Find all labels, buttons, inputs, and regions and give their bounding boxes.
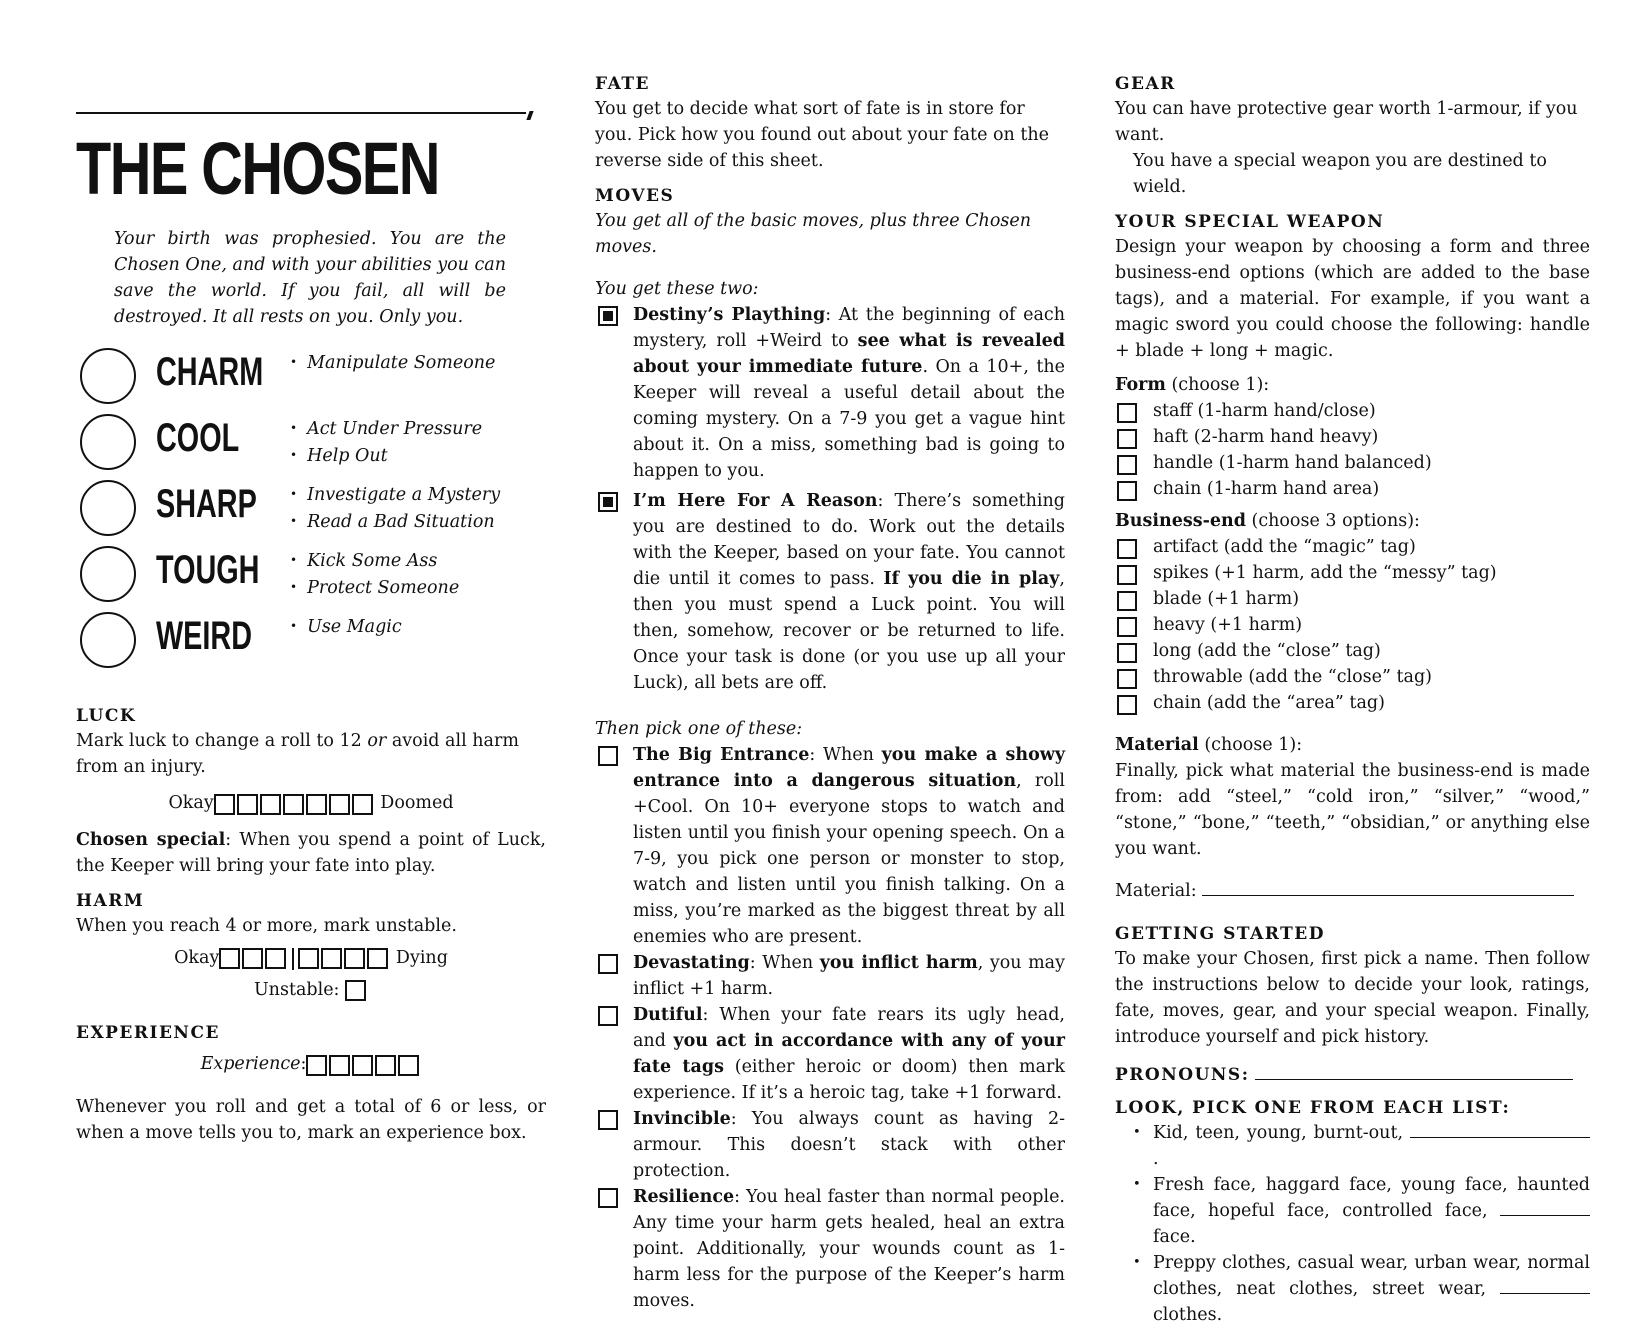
stat-charm-name: CHARM — [156, 350, 264, 394]
stat-cool-circle[interactable] — [80, 414, 136, 470]
harm-track — [76, 945, 546, 972]
pronouns-input-line[interactable] — [1255, 1079, 1573, 1080]
move-checkbox-checked[interactable] — [598, 306, 618, 326]
luck-track — [76, 790, 546, 817]
harm-box[interactable] — [242, 948, 263, 969]
luck-boxes — [214, 791, 375, 817]
luck-box[interactable] — [352, 794, 373, 815]
business-end-option: spikes (+1 harm, add the “messy” tag) — [1115, 560, 1590, 586]
form-option: haft (2-harm hand heavy) — [1115, 424, 1590, 450]
harm-box[interactable] — [298, 948, 319, 969]
option-checkbox[interactable] — [1117, 565, 1137, 585]
stat-tough-move-1: • Kick Some Ass — [290, 548, 459, 575]
getting-started-heading: GETTING STARTED — [1115, 924, 1325, 944]
stat-weird-circle[interactable] — [80, 612, 136, 668]
option-checkbox[interactable] — [1117, 695, 1137, 715]
gear-line-1: You can have protective gear worth 1-armour, if you want. — [1115, 99, 1578, 145]
unstable-box[interactable] — [345, 980, 366, 1001]
material-input-line[interactable] — [1202, 895, 1574, 896]
unstable-label: Unstable: — [253, 980, 340, 1000]
column-3 — [1115, 72, 1590, 1328]
option-checkbox[interactable] — [1117, 617, 1137, 637]
harm-dying-label: Dying — [395, 947, 448, 968]
stats-block — [76, 350, 546, 680]
option-checkbox[interactable] — [1117, 643, 1137, 663]
option-checkbox[interactable] — [1117, 669, 1137, 689]
stat-charm-move: • Manipulate Someone — [290, 350, 495, 377]
experience-heading: EXPERIENCE — [76, 1023, 220, 1043]
move-invincible: Invincible: You always count as having 2-armour. This doesn’t stack with other protection. — [595, 1106, 1065, 1184]
harm-boxes — [219, 945, 390, 971]
move-im-here-for-a-reason: I’m Here For A Reason: There’s something you are destined to do. Work out the details with the Keeper, based on your fate. You cannot die until it comes to pass. If you die in play, then you must spend a Luck point. You will then, somehow, recover or be returned to life. Once your task is done (or you use up all your Luck), all bets are off. — [595, 488, 1065, 696]
form-option: chain (1-harm hand area) — [1115, 476, 1590, 502]
option-checkbox[interactable] — [1117, 455, 1137, 475]
experience-box[interactable] — [306, 1055, 327, 1076]
stat-cool-name: COOL — [156, 416, 240, 460]
stat-tough — [76, 548, 546, 614]
option-checkbox[interactable] — [1117, 403, 1137, 423]
experience-box[interactable] — [375, 1055, 396, 1076]
move-devastating: Devastating: When you inflict harm, you may inflict +1 harm. — [595, 950, 1065, 1002]
luck-text: Mark luck to change a roll to 12 or avoid all harm from an injury. — [76, 731, 519, 777]
luck-box[interactable] — [306, 794, 327, 815]
harm-okay-label: Okay — [174, 947, 220, 968]
intro-text: Your birth was prophesied. You are the Chosen One, and with your abilities you can save the world. If you fail, all will be destroyed. It all rests on you. Only you. — [114, 229, 506, 327]
option-checkbox[interactable] — [1117, 429, 1137, 449]
look-item-age: • Kid, teen, young, burnt-out, . — [1153, 1120, 1590, 1172]
weapon-heading: YOUR SPECIAL WEAPON — [1115, 212, 1385, 232]
moves-heading: MOVES — [595, 186, 675, 206]
fate-text: You get to decide what sort of fate is in store for you. Pick how you found out about your fate on the reverse side of this sheet. — [595, 99, 1050, 171]
luck-okay-label: Okay — [168, 793, 214, 813]
page-title: THE CHOSEN — [76, 127, 439, 210]
move-checkbox[interactable] — [598, 746, 618, 766]
business-end-option: throwable (add the “close” tag) — [1115, 664, 1590, 690]
stat-charm — [76, 350, 546, 416]
stat-weird-name: WEIRD — [156, 614, 252, 658]
column-2 — [595, 72, 1065, 1314]
move-resilience: Resilience: You heal faster than normal people. Any time your harm gets healed, heal an extra point. Additionally, your wounds count as 1-harm less for the purpose of the Keeper’s harm moves. — [595, 1184, 1065, 1314]
material-text: Finally, pick what material the business-end is made from: add “steel,” “cold iron,” “silver,” “wood,” “stone,” “bone,” “teeth,” “obsidian,” or anything else you want. — [1115, 761, 1590, 859]
option-checkbox[interactable] — [1117, 539, 1137, 559]
luck-box[interactable] — [329, 794, 350, 815]
luck-box[interactable] — [260, 794, 281, 815]
move-destinys-plaything: Destiny’s Plaything: At the beginning of each mystery, roll +Weird to see what is revealed about your immediate future. On a 10+, the Keeper will reveal a useful detail about the coming mystery. On a 7-9 you get a vague hint about it. On a miss, something bad is going to happen to you. — [595, 302, 1065, 484]
stat-sharp — [76, 482, 546, 548]
title-rule — [76, 112, 526, 114]
move-checkbox[interactable] — [598, 1188, 618, 1208]
experience-label: Experience — [200, 1054, 301, 1074]
experience-box[interactable] — [352, 1055, 373, 1076]
option-checkbox[interactable] — [1117, 481, 1137, 501]
look-item-face: • Fresh face, haggard face, young face, haunted face, hopeful face, controlled face, face. — [1153, 1172, 1590, 1250]
stat-tough-circle[interactable] — [80, 546, 136, 602]
business-end-option: artifact (add the “magic” tag) — [1115, 534, 1590, 560]
harm-box[interactable] — [367, 948, 388, 969]
stat-cool-move-2: • Help Out — [290, 443, 482, 470]
column-1-lower — [76, 704, 546, 1146]
luck-box[interactable] — [283, 794, 304, 815]
luck-heading: LUCK — [76, 706, 137, 726]
getting-started-text: To make your Chosen, first pick a name. Then follow the instructions below to decide your look, ratings, fate, moves, gear, and your special weapon. Finally, introduce yourself and pick history. — [1115, 949, 1590, 1047]
material-field: Material: — [1115, 878, 1590, 904]
luck-doomed-label: Doomed — [380, 793, 454, 813]
harm-heading: HARM — [76, 890, 145, 911]
move-checkbox[interactable] — [598, 1006, 618, 1026]
business-end-option: heavy (+1 harm) — [1115, 612, 1590, 638]
stat-sharp-move-1: • Investigate a Mystery — [290, 482, 500, 509]
chosen-special: Chosen special: When you spend a point of Luck, the Keeper will bring your fate into play. — [76, 829, 546, 876]
move-big-entrance: The Big Entrance: When you make a showy entrance into a dangerous situation, roll +Cool. On 10+ everyone stops to watch and listen until you finish your opening speech. On a 7-9, you pick one person or monster to stop, watch and listen until you finish talking. On a miss, you’re marked as the biggest threat by all enemies who are present. — [595, 742, 1065, 950]
stat-cool-move-1: • Act Under Pressure — [290, 416, 482, 443]
material-label: Material (choose 1): — [1115, 735, 1303, 755]
stat-tough-name: TOUGH — [156, 548, 260, 592]
fate-heading: FATE — [595, 74, 650, 94]
pronouns-field: PRONOUNS: — [1115, 1062, 1590, 1088]
moves-these-two: You get these two: — [595, 279, 759, 299]
look-item-clothes: • Preppy clothes, casual wear, urban wear, normal clothes, neat clothes, street wear, clothes. — [1153, 1250, 1590, 1328]
luck-box[interactable] — [214, 794, 235, 815]
look-face-input-line[interactable] — [1500, 1215, 1590, 1216]
weapon-text: Design your weapon by choosing a form and three business-end options (which are added to the base tags), and a material. For example, if you want a magic sword you could choose the following: handle + blade + long + magic. — [1115, 237, 1590, 361]
harm-divider — [292, 948, 294, 970]
luck-box[interactable] — [237, 794, 258, 815]
business-end-option: blade (+1 harm) — [1115, 586, 1590, 612]
moves-subtitle: You get all of the basic moves, plus three Chosen moves. — [595, 211, 1031, 257]
form-option: handle (1-harm hand balanced) — [1115, 450, 1590, 476]
experience-boxes — [306, 1052, 421, 1078]
stat-tough-move-2: • Protect Someone — [290, 575, 459, 602]
stat-weird-move: • Use Magic — [290, 614, 402, 641]
look-clothes-input-line[interactable] — [1500, 1293, 1590, 1294]
look-age-input-line[interactable] — [1410, 1137, 1590, 1138]
move-checkbox-checked[interactable] — [598, 492, 618, 512]
harm-box[interactable] — [219, 948, 240, 969]
stat-cool — [76, 416, 546, 482]
harm-box[interactable] — [321, 948, 342, 969]
experience-box[interactable] — [398, 1055, 419, 1076]
form-option: staff (1-harm hand/close) — [1115, 398, 1590, 424]
form-label: Form (choose 1): — [1115, 375, 1270, 395]
stat-sharp-name: SHARP — [156, 482, 257, 526]
moves-pick-one: Then pick one of these: — [595, 719, 803, 739]
look-heading: LOOK, PICK ONE FROM EACH LIST: — [1115, 1098, 1511, 1118]
experience-track: Experience: — [76, 1051, 546, 1078]
stat-sharp-circle[interactable] — [80, 480, 136, 536]
stat-sharp-move-2: • Read a Bad Situation — [290, 509, 500, 536]
gear-heading: GEAR — [1115, 74, 1176, 94]
option-checkbox[interactable] — [1117, 591, 1137, 611]
experience-box[interactable] — [329, 1055, 350, 1076]
gear-line-2: You have a special weapon you are destined to wield. — [1133, 151, 1547, 197]
move-dutiful: Dutiful: When your fate rears its ugly head, and you act in accordance with any of your fate tags (either heroic or doom) then mark experience. If it’s a heroic tag, take +1 forward. — [595, 1002, 1065, 1106]
unstable-row — [76, 977, 546, 1003]
business-end-label: Business-end (choose 3 options): — [1115, 511, 1420, 531]
stat-weird — [76, 614, 546, 680]
harm-box[interactable] — [265, 948, 286, 969]
business-end-option: long (add the “close” tag) — [1115, 638, 1590, 664]
experience-text: Whenever you roll and get a total of 6 or less, or when a move tells you to, mark an experience box. — [76, 1096, 546, 1143]
stat-charm-circle[interactable] — [80, 348, 136, 404]
move-checkbox[interactable] — [598, 1110, 618, 1130]
business-end-option: chain (add the “area” tag) — [1115, 690, 1590, 716]
move-checkbox[interactable] — [598, 954, 618, 974]
look-list — [1115, 1120, 1590, 1328]
harm-text: When you reach 4 or more, mark unstable. — [76, 915, 457, 936]
harm-box[interactable] — [344, 948, 365, 969]
